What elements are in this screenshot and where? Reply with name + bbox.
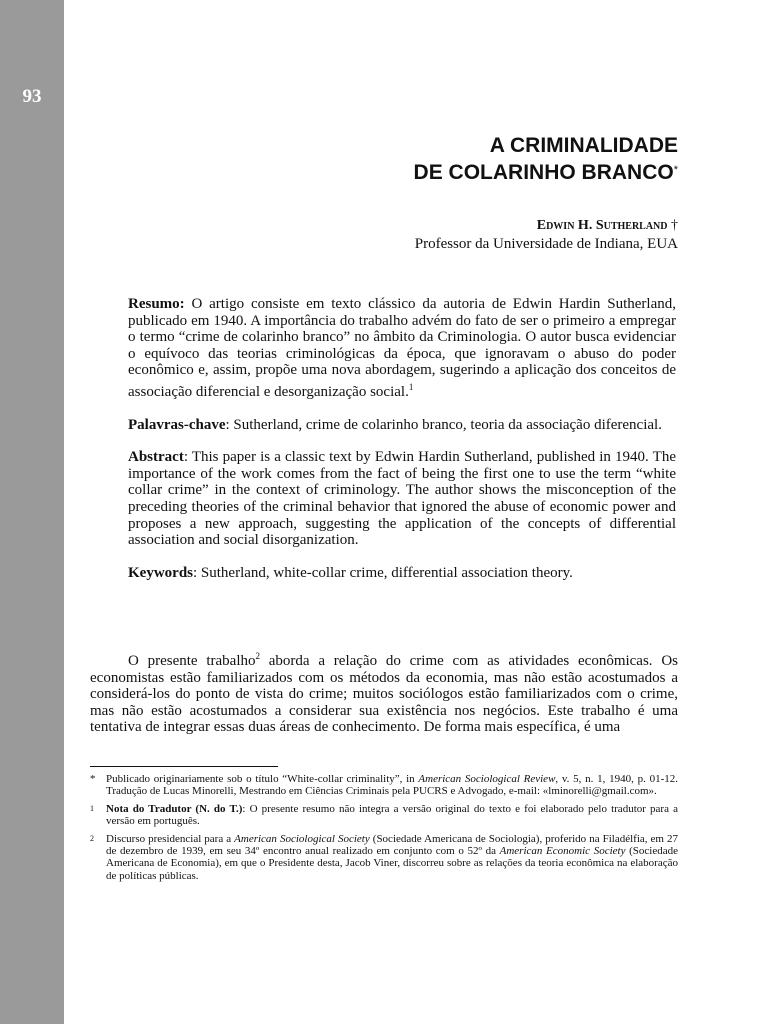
footnote-separator [90, 766, 278, 767]
footnote-2-society-2: American Economic Society [499, 845, 626, 858]
keywords-text: : Sutherland, white-collar crime, differential association theory. [193, 564, 573, 581]
article-title [414, 132, 678, 186]
page-margin-bar [0, 0, 64, 1024]
abstracts-section [128, 296, 676, 597]
footnote-2-text-2: (Sociedade Americana de Sociologia), proferido na Filadélfia, em 27 de dezembro de 1939, em seu 34º encontro anual realizado em conjunto com o 52º da [106, 832, 678, 858]
body-text-part1: O presente trabalho [128, 653, 256, 669]
resumo-text: O artigo consiste em texto clássico da autoria de Edwin Hardin Sutherland, publicado em 1940. A importância do trabalho advém do fato de ser o primeiro a empregar o termo “crime de colarinho branco” no âmbito da Criminologia. O autor busca evidenciar o equívoco das teorias criminológicas da época, que ignoravam o abuso do poder econômico e, assim, propõe uma nova abordagem, sugerindo a aplicação dos conceitos de associação diferencial e desorganização social. [128, 296, 676, 400]
body-paragraph [90, 648, 678, 736]
footnote-1-text: : O presente resumo não integra a versão original do texto e foi elaborado pelo tradutor para a versão em português. [106, 802, 678, 828]
title-line-1: A CRIMINALIDADE [489, 134, 678, 157]
footnote-1 [90, 803, 678, 828]
footnote-1-abbr: (N. do T.) [191, 802, 243, 815]
footnote-1-mark: 1 [90, 803, 94, 813]
footnote-2-mark: 2 [90, 833, 94, 843]
resumo-paragraph [128, 296, 676, 401]
author-name: Edwin H. Sutherland [536, 218, 668, 233]
palavras-chave-paragraph [128, 417, 676, 434]
footnote-2 [90, 833, 678, 883]
page-number: 93 [22, 86, 42, 107]
footnote-2-text-1: Discurso presidencial para a [106, 832, 235, 845]
body-section [90, 648, 678, 736]
abstract-text: : This paper is a classic text by Edwin Hardin Sutherland, published in 1940. The importance of the work comes from the fact of being the first one to use the term “white collar crime” in the context of criminology. The author shows the misconception of the preceding theories of the criminal behavior that ignored the abuse of economic power and proposes a new approach, suggesting the application of the concepts of differential association and social disorganization. [128, 449, 676, 549]
author-block [415, 217, 678, 253]
footnotes-section [90, 773, 678, 887]
palavras-chave-text: : Sutherland, crime de colarinho branco, teoria da associação diferencial. [225, 416, 662, 433]
body-note-ref: 2 [255, 651, 260, 661]
keywords-paragraph [128, 565, 676, 582]
palavras-chave-label: Palavras-chave [128, 416, 226, 433]
abstract-label: Abstract [128, 449, 184, 466]
title-line-2: DE COLARINHO BRANCO [413, 161, 674, 184]
footnote-1-label: Nota do Tradutor [106, 802, 192, 815]
footnote-star-mark: * [90, 773, 96, 785]
footnote-star [90, 773, 678, 798]
footnote-star-text-1: Publicado originariamente sob o título “White-collar criminality”, in [106, 773, 419, 785]
body-text-part2: aborda a relação do crime com as atividades econômicas. Os economistas estão familiarizados com os métodos da economia, mas não estão acostumados a considerá-los do ponto de vista do crime; muitos sociólogos estão familiarizados com o crime, mas não estão acostumados a considerar sua existência nos negócios. Este trabalho é uma tentativa de integrar essas duas áreas de conhecimento. De forma mais específica, é uma [90, 653, 678, 736]
footnote-star-text-2: , v. 5, n. 1, 1940, p. 01-12. Tradução de Lucas Minorelli, Mestrando em Ciências Criminais pela PUCRS e Advogado, e-mail: «lminorelli@gmail.com». [106, 773, 678, 798]
footnote-2-text-3: (Sociedade Americana de Economia), em que o Presidente desta, Jacob Viner, discorreu sobre as relações da teoria econômica na elaboração de políticas públicas. [106, 845, 678, 882]
resumo-note-ref: 1 [408, 381, 414, 392]
abstract-paragraph [128, 449, 676, 549]
keywords-label: Keywords [128, 564, 193, 581]
resumo-label: Resumo: [128, 296, 185, 312]
dagger-symbol: † [671, 218, 678, 233]
title-footnote-marker: * [673, 164, 678, 176]
footnote-star-journal: American Sociological Review [418, 773, 556, 785]
author-affiliation: Professor da Universidade de Indiana, EUA [414, 236, 678, 252]
footnote-2-society-1: American Sociological Society [234, 832, 370, 845]
